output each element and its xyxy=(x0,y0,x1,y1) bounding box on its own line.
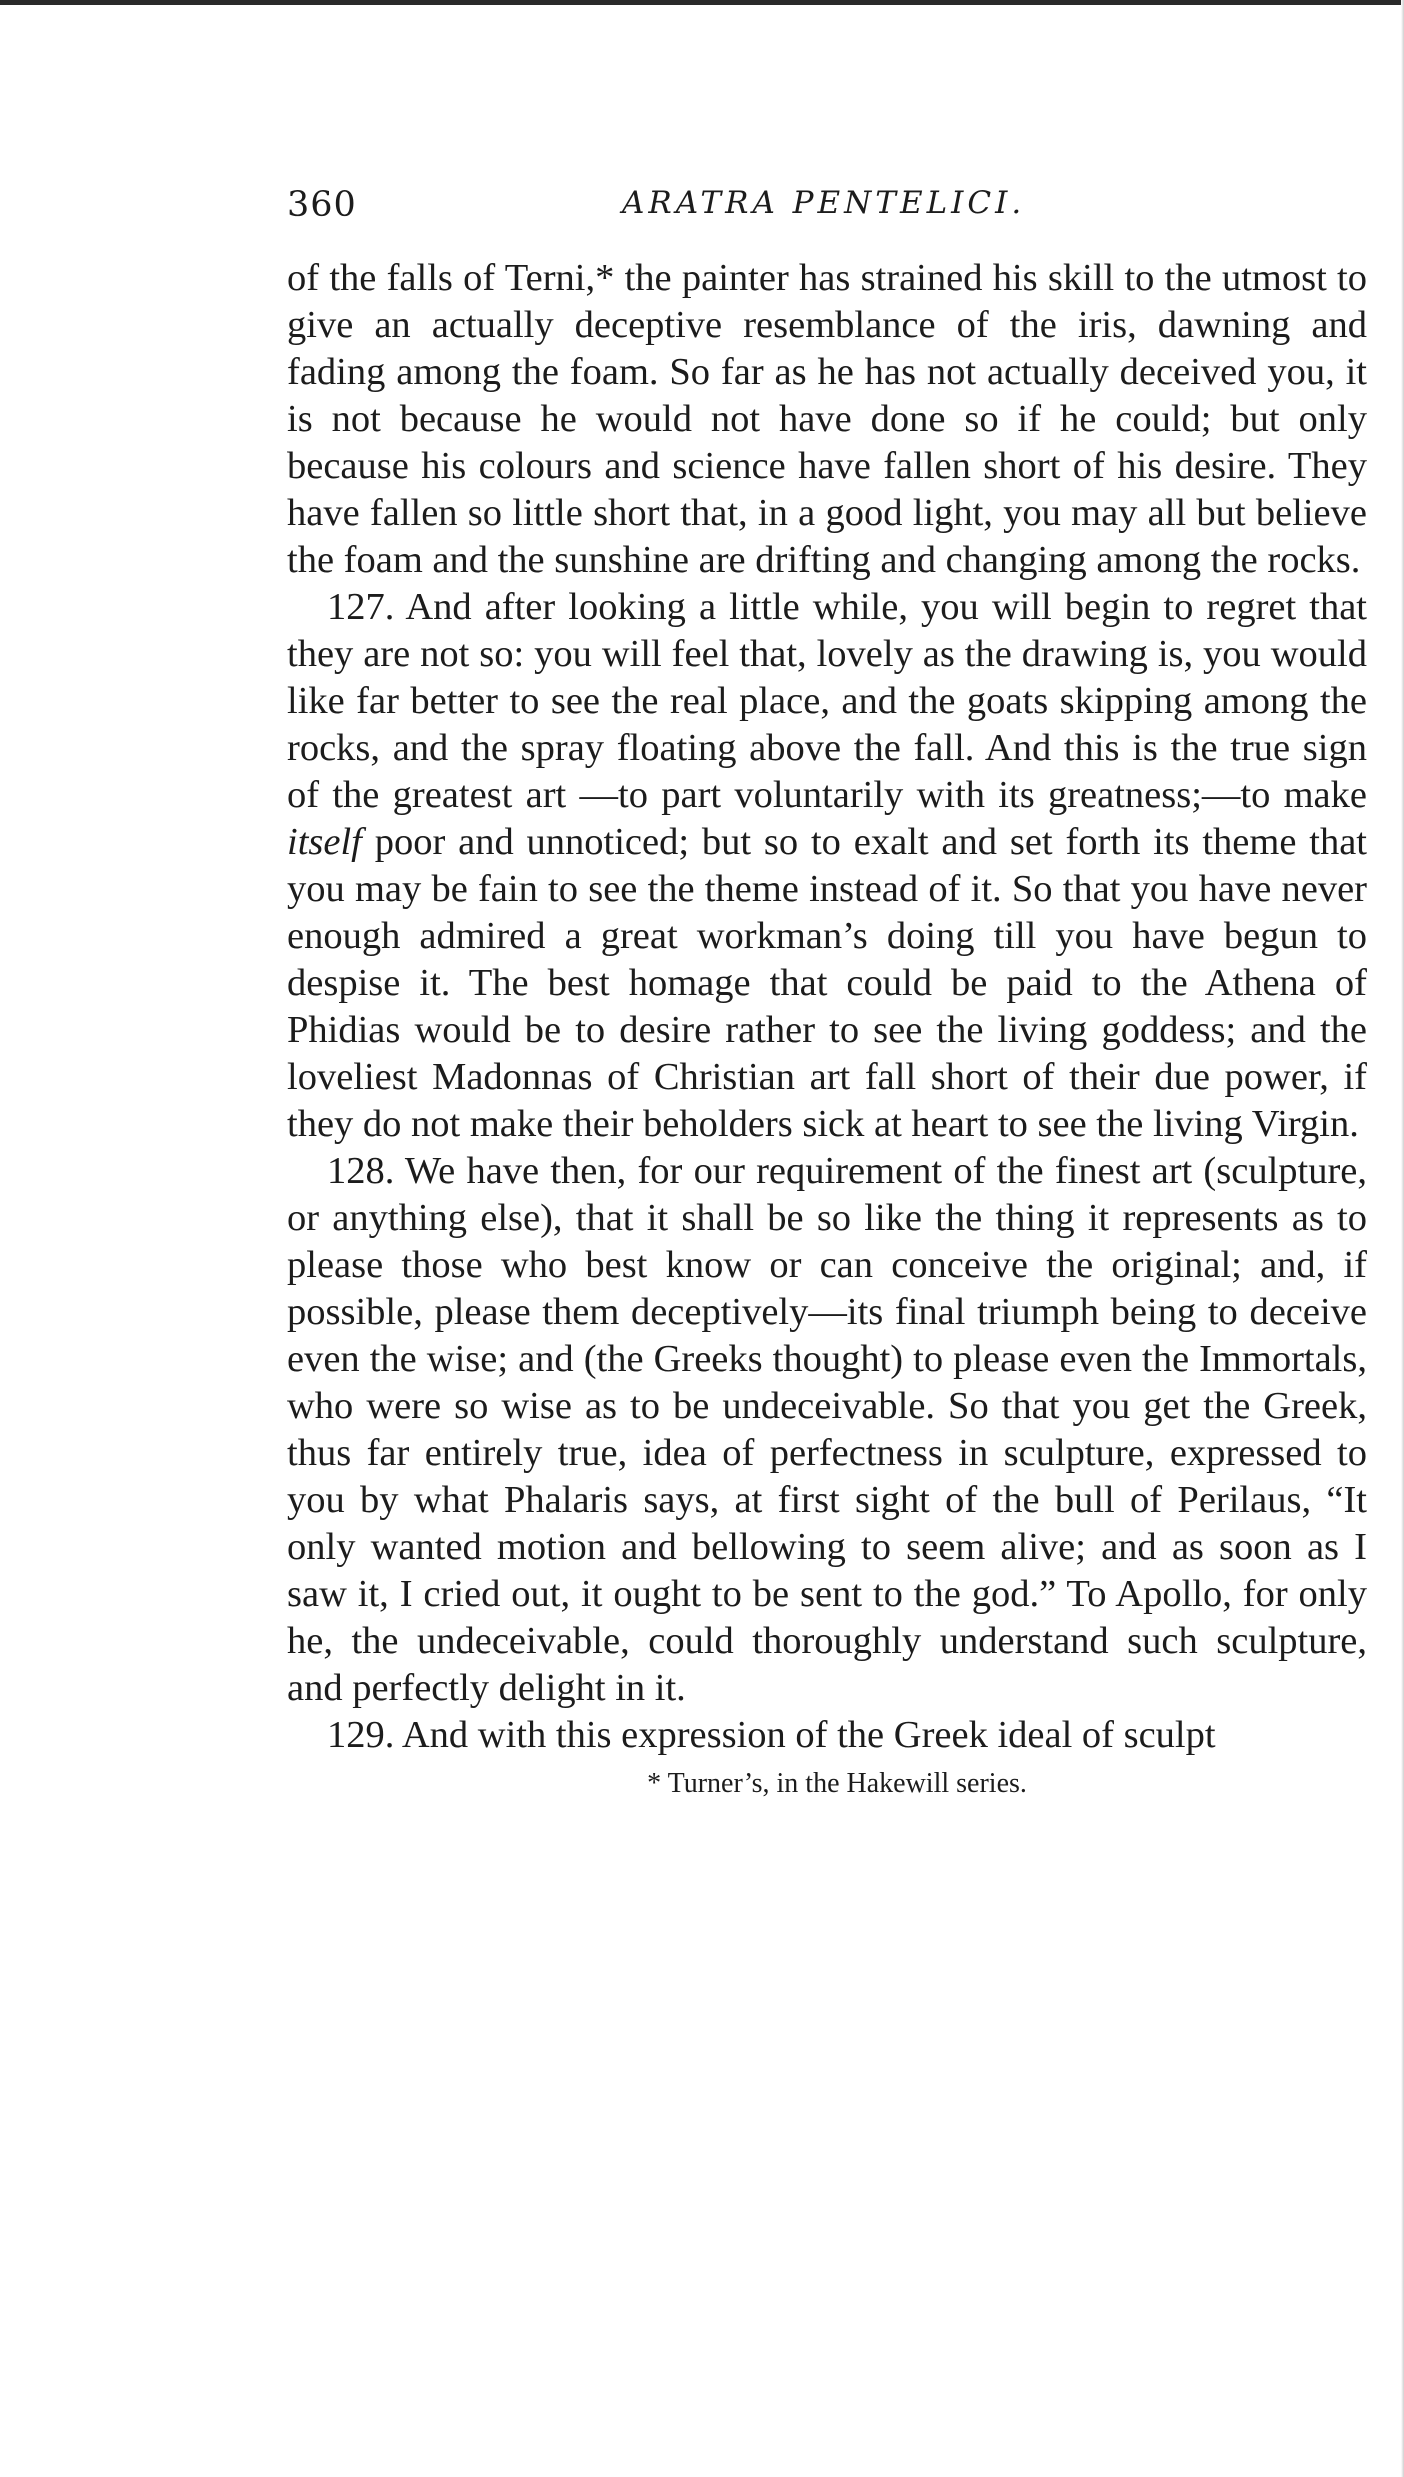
paragraph-128: 128. We have then, for our requirement of the finest art (sculpture, or anything else), that it shall be so like the thing it represents as to please those who best know or can conceive the original; and, if possible, please them deceptively—its final triumph being to deceive even the wise; and (the Greeks thought) to please even the Immortals, who were so wise as to be undeceivable. So that you get the Greek, thus far entirely true, idea of perfectness in sculpture, expressed to you by what Phalaris says, at first sight of the bull of Perilaus, “It only wanted motion and bellowing to seem alive; and as soon as I saw it, I cried out, it ought to be sent to the god.” To Apollo, for only he, the undeceivable, could thoroughly understand such sculpture, and perfectly delight in it. xyxy=(287,1150,1367,1709)
paragraph-127-text-after: poor and unnoticed; but so to exalt and set forth its theme that you may be fain to see the theme instead of it. So that you have never enough admired a great workman’s doing till you have begun to despise it. The best homage that could be paid to the Athena of Phidias would be to desire rather to see the living goddess; and the loveliest Madonnas of Christian art fall short of their due power, if they do not make their beholders sick at heart to see the living Virgin. xyxy=(287,821,1367,1145)
paragraph-127 xyxy=(287,584,1367,1148)
paragraph-127-italic: itself xyxy=(287,821,362,863)
paragraph-129: 129. And with this expression of the Greek ideal of sculpt xyxy=(327,1714,1216,1756)
running-head xyxy=(287,185,1367,235)
body-text xyxy=(287,255,1367,1759)
scan-top-edge xyxy=(0,0,1404,5)
footnote: * Turner’s, in the Hakewill series. xyxy=(647,1768,1027,1799)
paragraph-127-text: 127. And after looking a little while, you will begin to regret that they are not so: you will feel that, lovely as the drawing is, you would like far better to see the real place, and the goats skipping among the rocks, and the spray floating above the fall. And this is the true sign of the greatest art —to part voluntarily with its greatness;—to make xyxy=(287,586,1367,816)
book-page xyxy=(287,185,1367,1801)
running-title: ARATRA PENTELICI. xyxy=(622,185,1026,221)
page-number: 360 xyxy=(287,185,357,225)
paragraph-continuation: of the falls of Terni,* the painter has strained his skill to the utmost to give an actually deceptive resemblance of the iris, dawning and fading among the foam. So far as he has not actually deceived you, it is not because he would not have done so if he could; but only because his colours and science have fallen short of his desire. They have fallen so little short that, in a good light, you may all but believe the foam and the sunshine are drifting and changing among the rocks. xyxy=(287,257,1367,581)
